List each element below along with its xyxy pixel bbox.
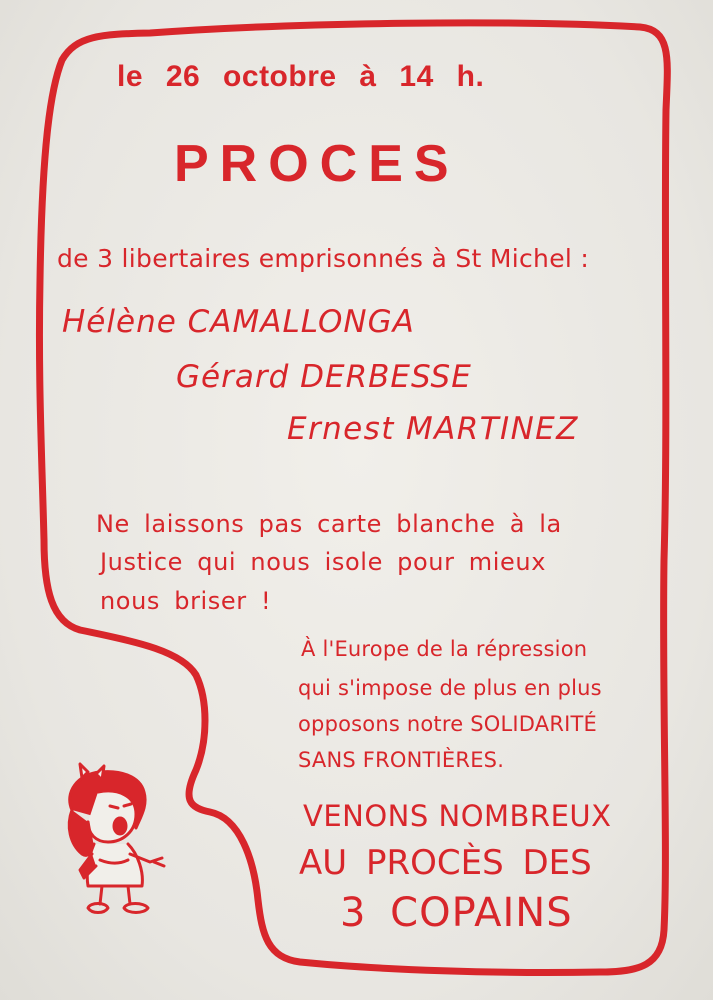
defendant-name: Ernest MARTINEZ xyxy=(287,411,579,447)
paragraph-line: nous briser ! xyxy=(100,587,272,615)
defendant-name: Gérard DERBESSE xyxy=(176,359,472,395)
paragraph-line: À l'Europe de la répression xyxy=(301,637,588,661)
closing-line: VENONS NOMBREUX xyxy=(303,799,612,833)
poster-title: PROCES xyxy=(174,135,460,193)
paragraph-line: qui s'impose de plus en plus xyxy=(298,676,602,700)
paragraph-line: SANS FRONTIÈRES. xyxy=(298,748,505,772)
mafalda-character-icon xyxy=(58,762,178,922)
paragraph-line: opposons notre SOLIDARITÉ xyxy=(298,712,598,736)
subtitle: de 3 libertaires emprisonnés à St Michel : xyxy=(57,244,590,273)
date-line: le 26 octobre à 14 h. xyxy=(117,60,485,93)
closing-line: 3 COPAINS xyxy=(340,890,573,936)
paragraph-line: Ne laissons pas carte blanche à la xyxy=(96,510,562,538)
closing-line: AU PROCÈS DES xyxy=(299,843,592,883)
defendant-name: Hélène CAMALLONGA xyxy=(62,304,415,340)
paragraph-line: Justice qui nous isole pour mieux xyxy=(100,548,547,576)
